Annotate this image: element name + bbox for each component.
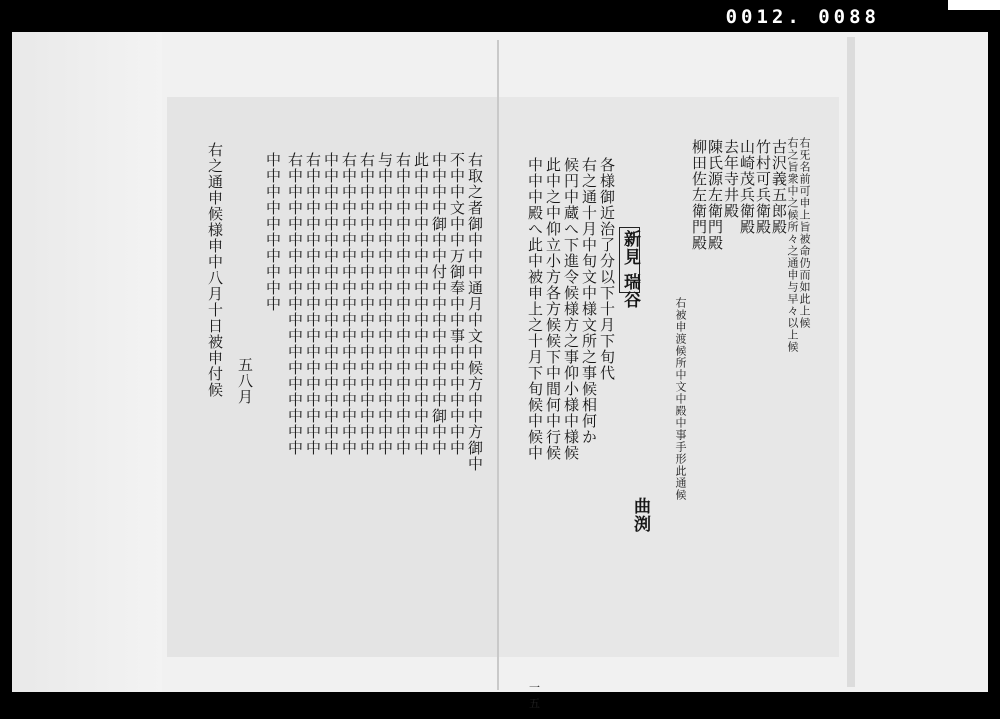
left-text-column: 五八月 bbox=[236, 357, 254, 405]
left-text-column: 此中中中中中中中中中中中中中中中中中中 bbox=[412, 152, 430, 456]
page-edge bbox=[847, 37, 855, 687]
left-text-column: 右中中中中中中中中中中中中中中中中中中 bbox=[358, 152, 376, 456]
right-text-column: 山崎茂兵衛殿 bbox=[738, 139, 756, 235]
page-number: 一五 bbox=[529, 681, 540, 710]
right-text-column: 古沢義五郎殿 bbox=[770, 139, 788, 235]
right-text-column: 右之旨衆中之候所々之通申与早々以上候 bbox=[786, 137, 799, 353]
right-text-column: 去年寺井殿 bbox=[722, 139, 740, 219]
right-text-column: 候円中蔵へ下進令候様方之事仰小様中様候 bbox=[562, 157, 580, 461]
right-text-column: 竹村可兵衛殿 bbox=[754, 139, 772, 235]
sheet-shade bbox=[12, 32, 162, 692]
left-text-column: 右中中中中中中中中中中中中中中中中中中 bbox=[286, 152, 304, 456]
left-text-column: 右之通申候様申中八月十日被申付候 bbox=[206, 142, 224, 398]
left-text-column: 中中中中中中中中中中 bbox=[264, 152, 282, 312]
left-text-column: 中中中中御中中付中中中中中中中中御中中 bbox=[430, 152, 448, 456]
document-sheet bbox=[12, 32, 988, 710]
heading-right: 曲渕 bbox=[630, 497, 650, 533]
corner-mark bbox=[948, 0, 1000, 10]
frame-code: 0012. 0088 bbox=[725, 6, 880, 28]
left-text-column: 与中中中中中中中中中中中中中中中中中中 bbox=[376, 152, 394, 456]
left-text-column: 中中中中中中中中中中中中中中中中中中中 bbox=[322, 152, 340, 456]
right-text-column: 右旡名前可申上旨被命仍而如此上候 bbox=[798, 137, 811, 329]
right-text-column: 各様御近治了分以下十月下旬代 bbox=[598, 157, 616, 381]
left-text-column: 不中中文中中万御奉中中事中中中中中中中 bbox=[448, 152, 466, 456]
right-text-column: 右之通十月中旬文中様文所之事候相何か bbox=[580, 157, 598, 445]
right-page bbox=[499, 97, 839, 657]
left-text-column: 右取之者御中中中通月中文中候方中中方御中 bbox=[466, 152, 484, 472]
right-text-column: 中中中殿へ此中被申上之十月下旬候中候中 bbox=[526, 157, 544, 461]
left-text-column: 右中中中中中中中中中中中中中中中中中中 bbox=[304, 152, 322, 456]
right-text-column: 柳田佐左衛門殿 bbox=[690, 139, 708, 251]
right-text-column: 陳氏源左衛門殿 bbox=[706, 139, 724, 251]
right-text-column: 此中之中仰立小方各方候候下中間何中行候 bbox=[544, 157, 562, 461]
left-text-column: 右中中中中中中中中中中中中中中中中中中 bbox=[340, 152, 358, 456]
right-text-column: 右被申渡候所中文中殿中事手形此通候 bbox=[674, 297, 687, 501]
heading-box: 新見 瑞谷 bbox=[619, 227, 640, 293]
left-text-column: 右中中中中中中中中中中中中中中中中中中 bbox=[394, 152, 412, 456]
